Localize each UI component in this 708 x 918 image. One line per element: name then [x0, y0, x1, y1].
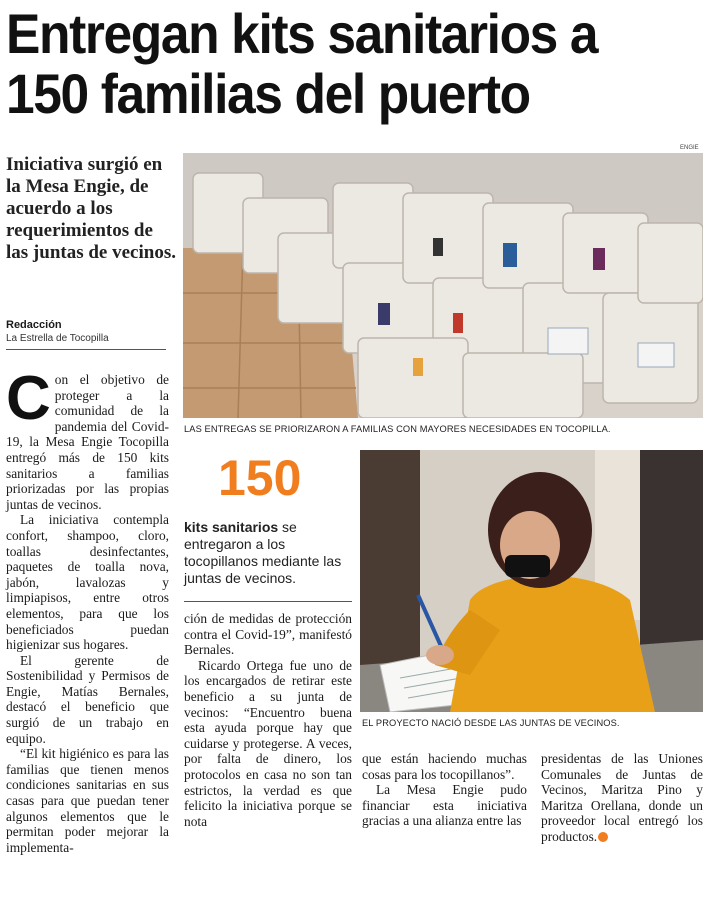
byline-divider [6, 349, 166, 350]
woman-signing-photo [360, 450, 703, 712]
body-column-3 [362, 751, 527, 829]
pull-quote-number: 150 [218, 450, 302, 506]
headline-line-2: 150 familias del puerto [6, 62, 530, 125]
body-paragraph: Ricardo Ortega fue uno de los encargados de retirar este beneficio a su junta de vecinos: “Encuentro buena esta ayuda porque hay que cuidarse y protegerse. A veces, por falta de dinero, los protocolos en casa no son tan estrictos, la verdad es que felicito la iniciativa porque se nota [184, 657, 352, 829]
photo-credit: ENGIE [680, 145, 699, 151]
kits-bags-photo [183, 153, 703, 418]
body-text: presidentas de las Uniones Comunales de Juntas de Vecinos, Maritza Pino y Maritza Orellana, donde un proveedor local entregó los productos. [541, 751, 703, 844]
end-mark-icon [598, 832, 608, 842]
dropcap: C [6, 364, 51, 433]
body-text: on el objetivo de proteger a la comunidad de la pandemia del Covid-19, la Mesa Engie Tocopilla entregó más de 150 kits sanitarios a familias priorizadas por las propias juntas de vecinos. [6, 372, 169, 512]
byline-author: Redacción [6, 319, 62, 331]
top-photo-caption: LAS ENTREGAS SE PRIORIZARON A FAMILIAS CON MAYORES NECESIDADES EN TOCOPILLA. [184, 424, 611, 434]
pull-quote-rest: se entregaron a los tocopillanos mediante las juntas de vecinos. [184, 519, 342, 586]
body-paragraph [541, 751, 703, 845]
pull-quote-divider [184, 601, 352, 602]
body-paragraph: ción de medidas de protección contra el Covid-19”, manifestó Bernales. [184, 611, 352, 658]
headline [6, 4, 650, 124]
body-paragraph: “El kit higiénico es para las familias que tienen menos condiciones sanitarias en sus casas para que puedan tener algunos elementos que le permitan poder mejorar la implementa- [6, 746, 169, 855]
body-paragraph: La Mesa Engie pudo financiar esta iniciativa gracias a una alianza entre las [362, 782, 527, 829]
pull-quote-text [184, 519, 354, 587]
body-paragraph: que están haciendo muchas cosas para los tocopillanos”. [362, 751, 527, 782]
bottom-photo-caption: EL PROYECTO NACIÓ DESDE LAS JUNTAS DE VECINOS. [362, 718, 620, 728]
body-paragraph [6, 364, 169, 512]
byline-outlet: La Estrella de Tocopilla [6, 333, 109, 344]
body-paragraph: La iniciativa contempla confort, shampoo, cloro, toallas desinfectantes, paquetes de toalla nova, jabón, lavalozas y limpiapisos, entre otros elementos, para que los beneficiados puedan higienizar sus hogares. [6, 512, 169, 653]
body-column-2 [184, 611, 352, 829]
body-column-4 [541, 751, 703, 845]
headline-line-1: Entregan kits sanitarios a [6, 2, 598, 65]
body-column-1 [6, 364, 169, 855]
body-paragraph: El gerente de Sostenibilidad y Permisos de Engie, Matías Bernales, destacó el beneficio que surgió de un trabajo en equipo. [6, 652, 169, 746]
byline [6, 318, 166, 345]
deck-subheadline: Iniciativa surgió en la Mesa Engie, de acuerdo a los requerimientos de las juntas de vecinos. [6, 154, 176, 263]
pull-quote-bold: kits sanitarios [184, 519, 279, 535]
